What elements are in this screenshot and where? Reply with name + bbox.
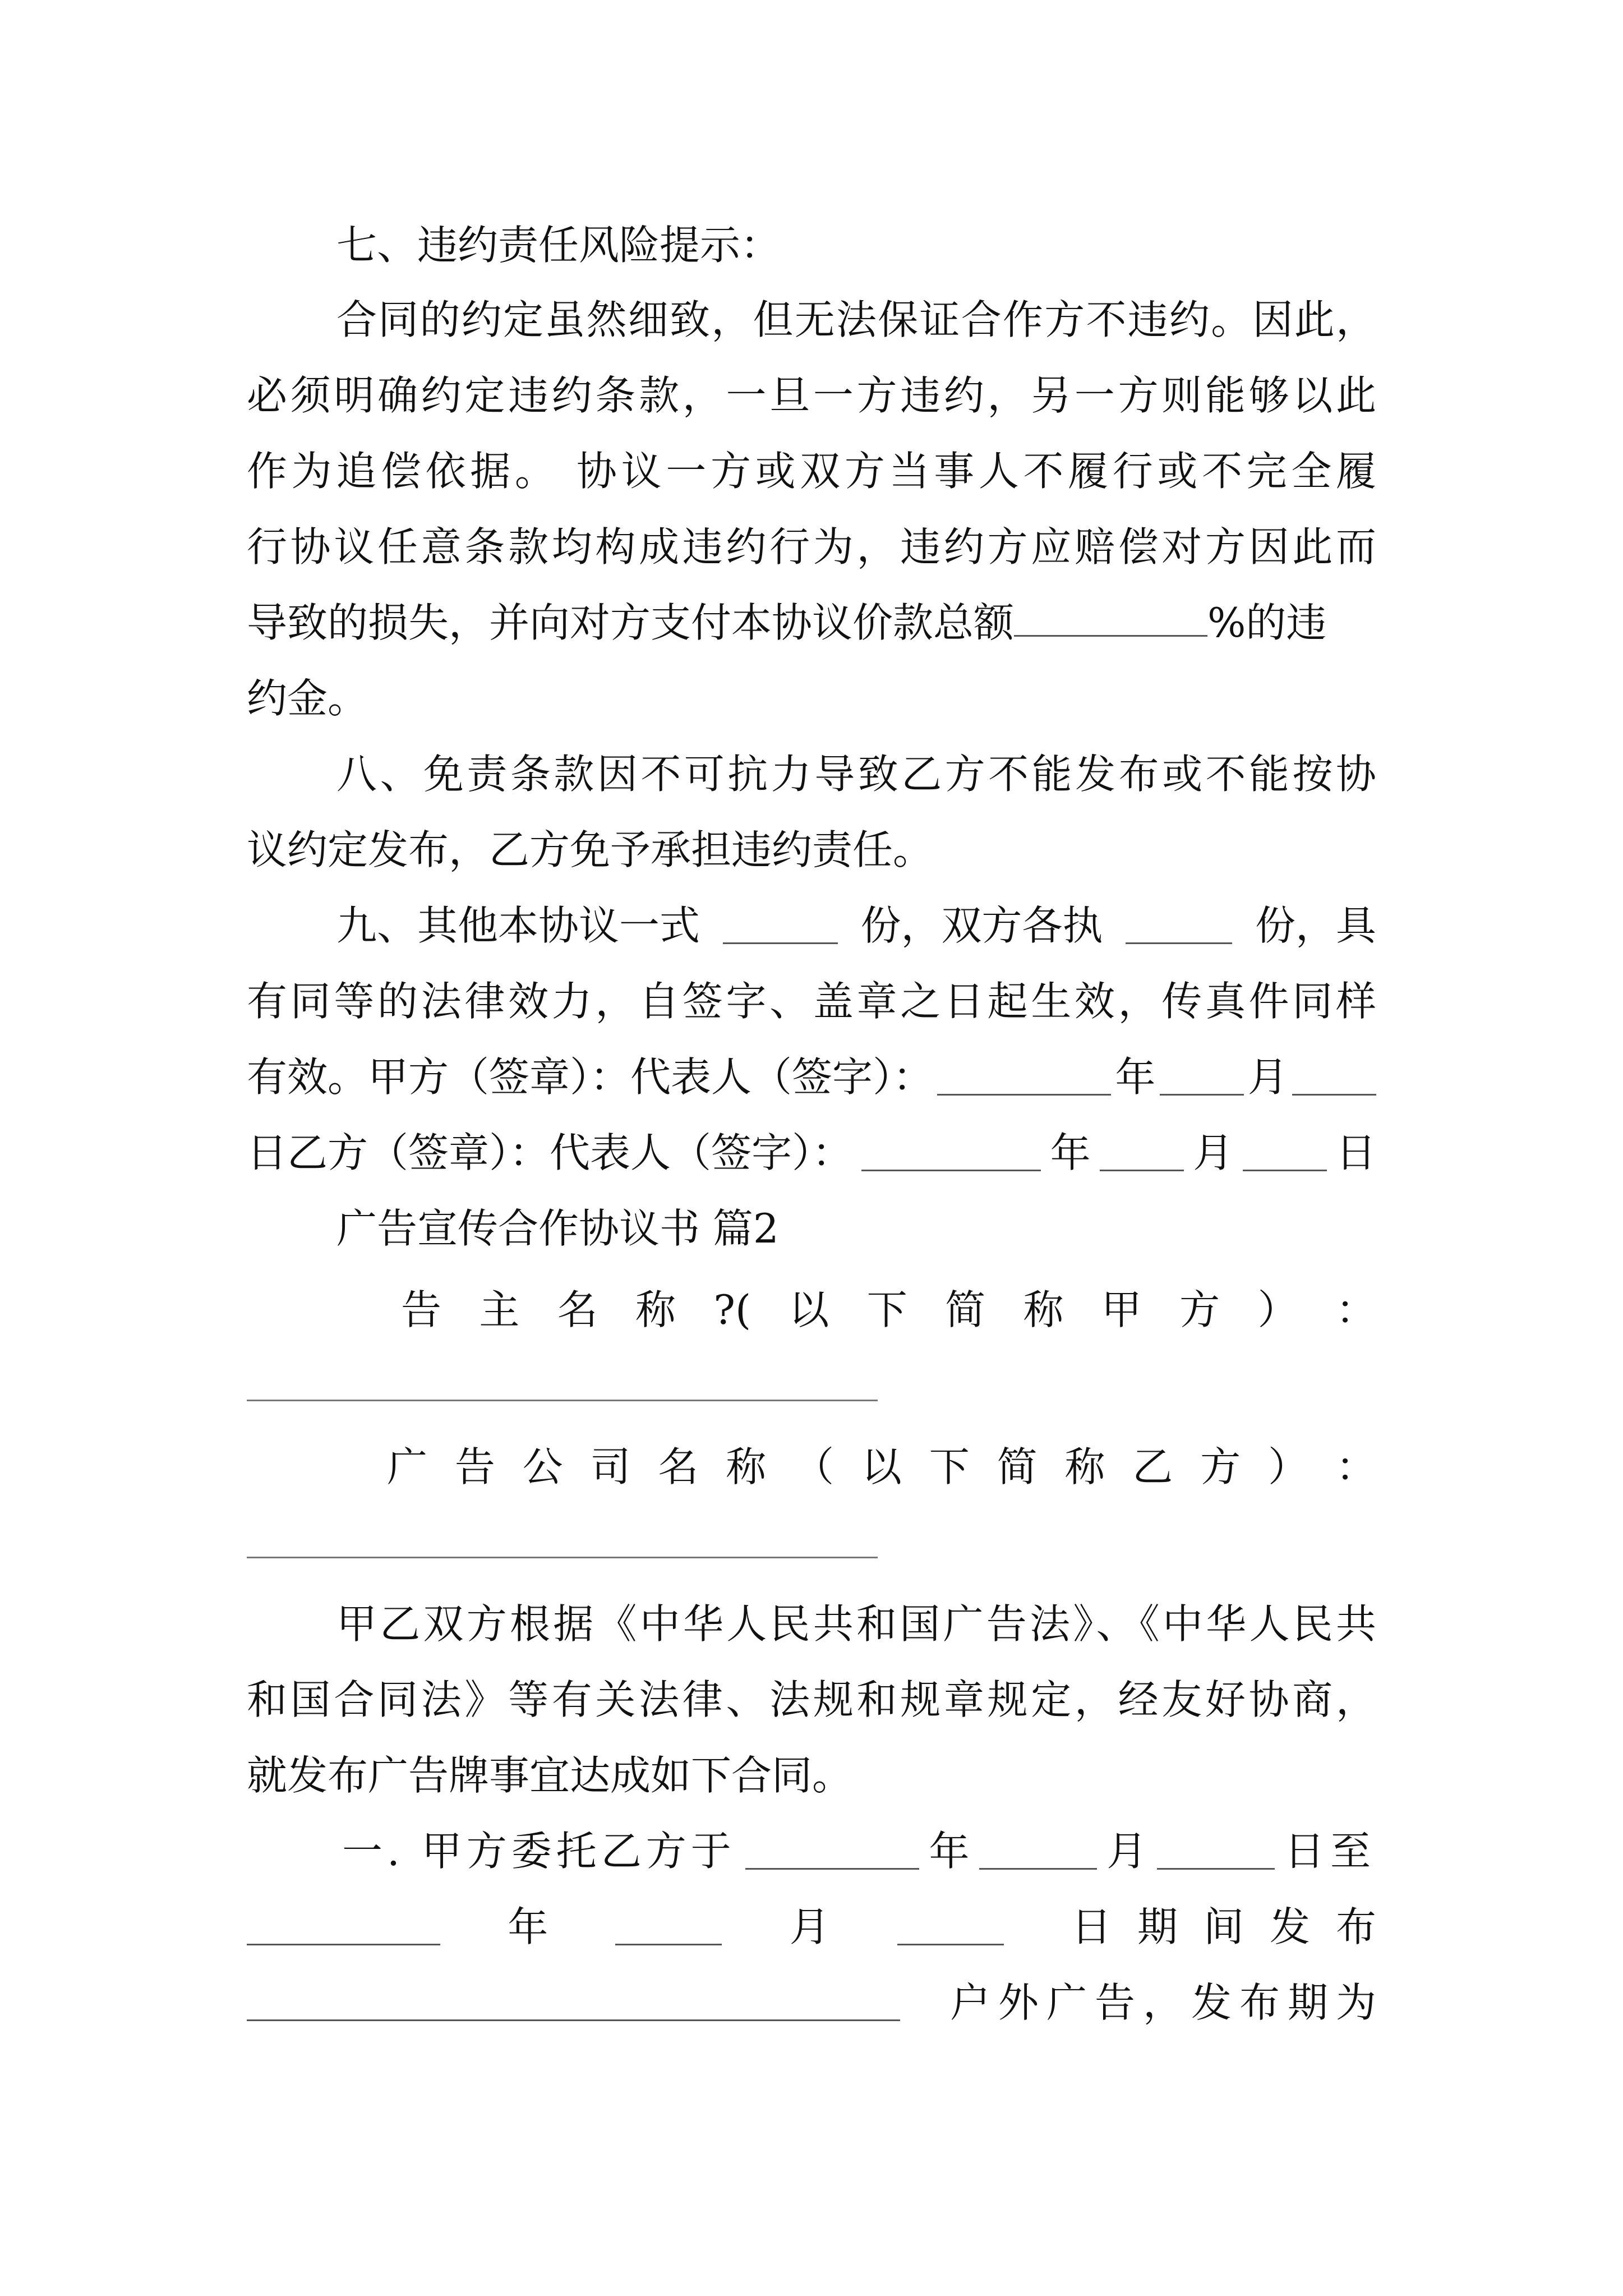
party-a-month-label: 月 — [1247, 1053, 1288, 1101]
basis-line-2: 和国合同法》等有关法律、法规和规章规定，经友好协商， — [247, 1676, 1376, 1723]
party-b-year-blank[interactable] — [861, 1135, 1041, 1171]
agency-char: 下 — [929, 1443, 970, 1490]
party-a-month-blank[interactable] — [1160, 1059, 1244, 1096]
outdoor-ad-period-label: 户外广告，发布期为 — [949, 1979, 1384, 2026]
party-a-day-blank[interactable] — [1292, 1059, 1376, 1096]
client-name-label — [401, 1276, 1376, 1343]
agency-char: 称 — [726, 1443, 767, 1490]
agency-name-label — [387, 1433, 1376, 1501]
client-char: 下 — [866, 1286, 907, 1333]
agency-char: 方 — [1200, 1443, 1241, 1490]
end-year-blank[interactable] — [247, 1909, 440, 1945]
section-9-line-1 — [336, 892, 1376, 959]
party-b-signature-line — [247, 1119, 1376, 1186]
client-char: 告 — [401, 1286, 442, 1333]
start-day-blank[interactable] — [1157, 1833, 1275, 1870]
start-month-blank[interactable] — [979, 1833, 1097, 1870]
party-a-signature-line — [247, 1043, 1376, 1111]
client-char: 以 — [789, 1286, 829, 1333]
client-char: 名 — [557, 1286, 598, 1333]
client-char: ： — [1335, 1286, 1376, 1333]
section-9-line-1-a: 九、其他本协议一式 — [336, 902, 700, 949]
client-char: ?( — [713, 1286, 751, 1333]
client-char: 称 — [635, 1286, 676, 1333]
agency-char: （ — [794, 1443, 834, 1490]
section-7-line-6: 约金。 — [247, 675, 368, 722]
penalty-percent-blank[interactable] — [1014, 600, 1207, 637]
clause-1-intro: 一. 甲方委托乙方于 — [342, 1828, 736, 1875]
section-7-line-5-tail: %的违 — [1207, 599, 1327, 646]
party-b-day-label: 日 — [1335, 1129, 1376, 1176]
section-7-line-3: 作为追偿依据。 协议一方或双方当事人不履行或不完全履 — [247, 448, 1376, 495]
section-8-line-1: 八、免责条款因不可抗力导致乙方不能发布或不能按协 — [336, 751, 1376, 798]
party-b-signature-label: 日乙方（签章）：代表人（签字）： — [247, 1129, 853, 1176]
agency-char: 称 — [1064, 1443, 1105, 1490]
client-char: 甲 — [1101, 1286, 1142, 1333]
billboard-content-blank[interactable] — [247, 1985, 900, 2021]
clause-1-line-3 — [247, 1969, 1384, 2036]
section-7-line-4: 行协议任意条款均构成违约行为，违约方应赔偿对方因此而 — [247, 523, 1376, 570]
article-2-title: 广告宣传合作协议书 篇2 — [336, 1205, 779, 1252]
basis-line-1: 甲乙双方根据《中华人民共和国广告法》、《中华人民共 — [336, 1600, 1376, 1648]
client-char: 主 — [479, 1286, 520, 1333]
start-day-label: 日至 — [1284, 1828, 1376, 1875]
agency-char: 简 — [997, 1443, 1038, 1490]
start-year-blank[interactable] — [745, 1833, 919, 1870]
party-a-year-label: 年 — [1115, 1053, 1156, 1101]
party-b-year-label: 年 — [1050, 1129, 1091, 1176]
client-char: 称 — [1023, 1286, 1064, 1333]
agency-char: 名 — [658, 1443, 699, 1490]
end-month-blank[interactable] — [615, 1909, 722, 1945]
party-b-day-blank[interactable] — [1243, 1135, 1327, 1171]
agency-char: 以 — [861, 1443, 902, 1490]
agency-char: 公 — [522, 1443, 563, 1490]
section-9-line-2: 有同等的法律效力，自签字、盖章之日起生效，传真件同样 — [247, 978, 1376, 1025]
client-char: 简 — [945, 1286, 986, 1333]
agency-char: ： — [1335, 1443, 1376, 1490]
section-7-line-5 — [247, 589, 1376, 656]
party-b-month-blank[interactable] — [1100, 1135, 1184, 1171]
party-a-signature-label: 有效。甲方（签章）：代表人（签字）： — [247, 1053, 934, 1101]
client-char: 方 — [1179, 1286, 1220, 1333]
end-month-label: 月 — [789, 1903, 830, 1950]
section-7-line-1: 合同的约定虽然细致，但无法保证合作方不违约。因此， — [336, 296, 1376, 343]
section-7-heading: 七、违约责任风险提示： — [336, 222, 781, 269]
party-b-month-label: 月 — [1193, 1129, 1234, 1176]
section-9-line-1-b: 份，双方各执 — [860, 902, 1103, 949]
agency-char: ） — [1267, 1443, 1308, 1490]
copies-total-blank[interactable] — [723, 908, 838, 944]
agency-name-blank[interactable] — [247, 1557, 878, 1558]
party-a-year-blank[interactable] — [937, 1059, 1111, 1096]
section-7-line-5-text: 导致的损失，并向对方支付本协议价款总额 — [247, 599, 1015, 646]
agency-char: 告 — [454, 1443, 495, 1490]
clause-1-line-2 — [247, 1893, 1402, 1961]
clause-1-line-1 — [342, 1818, 1376, 1885]
copies-each-blank[interactable] — [1126, 908, 1232, 944]
start-month-label: 月 — [1106, 1828, 1147, 1875]
publish-period-label: 日期间发布 — [1071, 1903, 1402, 1950]
section-7-line-2: 必须明确约定违约条款，一旦一方违约，另一方则能够以此 — [247, 372, 1376, 419]
section-9-line-1-c: 份，具 — [1255, 902, 1376, 949]
basis-line-3: 就发布广告牌事宜达成如下合同。 — [247, 1752, 853, 1799]
end-day-blank[interactable] — [897, 1909, 1004, 1945]
section-8-line-2: 议约定发布，乙方免予承担违约责任。 — [247, 826, 934, 873]
client-name-blank[interactable] — [247, 1400, 878, 1401]
agency-char: 广 — [387, 1443, 428, 1490]
client-char: ） — [1257, 1286, 1298, 1333]
agency-char: 司 — [590, 1443, 631, 1490]
start-year-label: 年 — [929, 1828, 970, 1875]
end-year-label: 年 — [508, 1903, 548, 1950]
agency-char: 乙 — [1132, 1443, 1173, 1490]
